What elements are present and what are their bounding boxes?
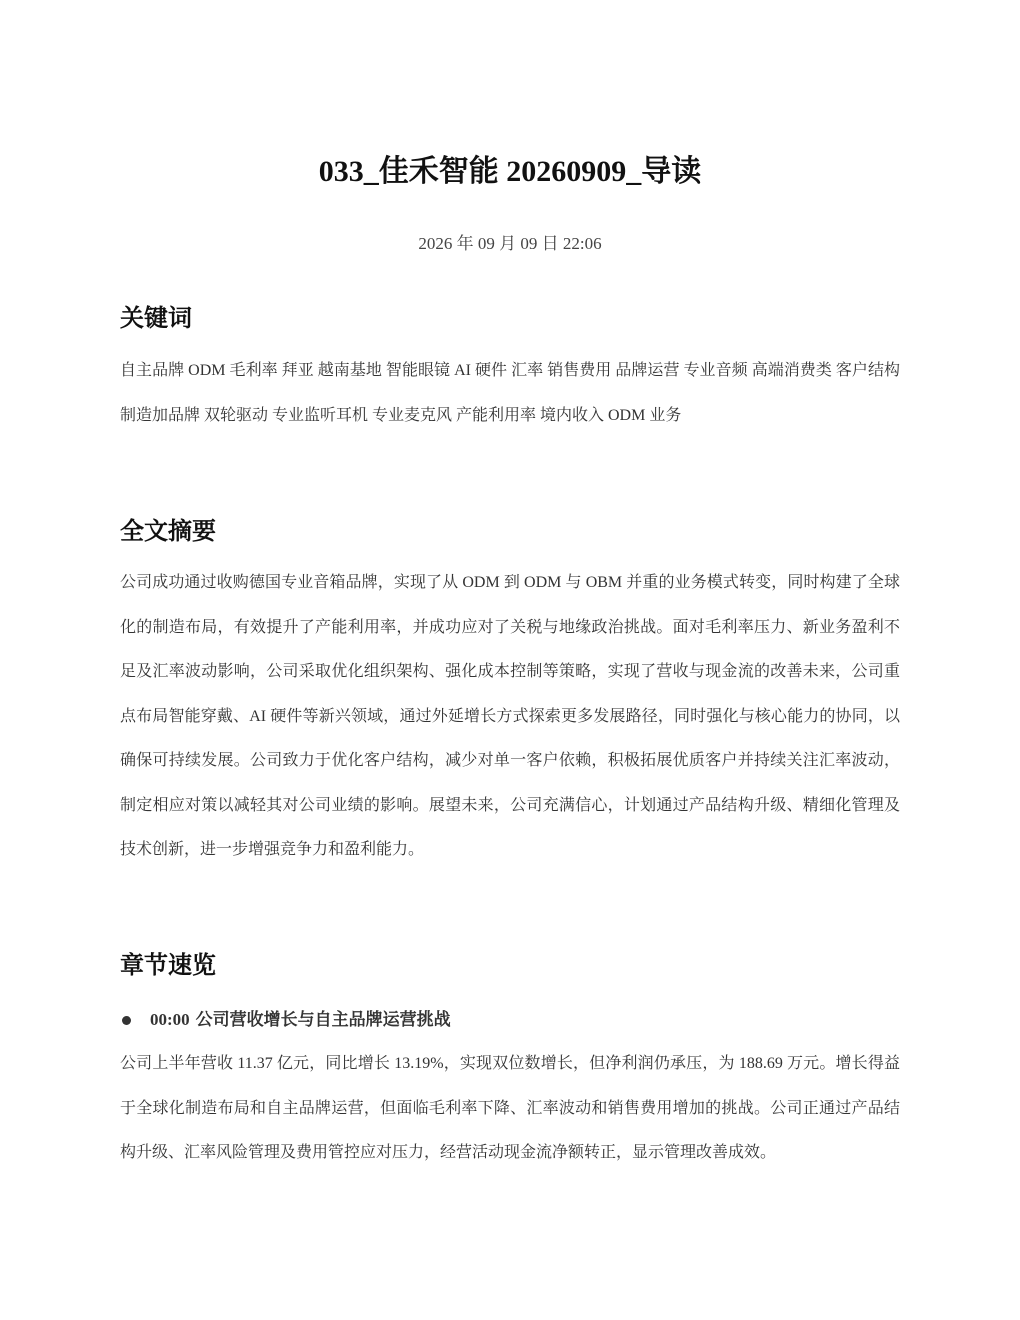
chapter-title-text: 公司营收增长与自主品牌运营挑战 [195, 1010, 451, 1030]
bullet-icon [122, 1016, 131, 1025]
chapter-title [150, 1004, 451, 1036]
keywords-text: 自主品牌 ODM 毛利率 拜亚 越南基地 智能眼镜 AI 硬件 汇率 销售费用 品牌运营 专业音频 高端消费类 客户结构 制造加品牌 双轮驱动 专业监听耳机 专业麦克风 产能利用率 境内收入 ODM 业务 [120, 362, 900, 424]
summary-heading: 全文摘要 [120, 517, 216, 545]
chapter-timestamp: 00:00 [150, 1010, 190, 1029]
keywords-heading: 关键词 [120, 304, 192, 332]
chapters-heading: 章节速览 [120, 951, 216, 979]
document-title: 033_佳禾智能 20260909_导读 [318, 155, 702, 188]
chapter-item [120, 1004, 900, 1036]
summary-text: 公司成功通过收购德国专业音箱品牌，实现了从 ODM 到 ODM 与 OBM 并重的业务模式转变，同时构建了全球化的制造布局，有效提升了产能利用率，并成功应对了关税与地缘政治挑战。面对毛利率压力、新业务盈利不足及汇率波动影响，公司采取优化组织架构、强化成本控制等策略，实现了营收与现金流的改善未来，公司重点布局智能穿戴、AI 硬件等新兴领域，通过外延增长方式探索更多发展路径，同时强化与核心能力的协同，以确保可持续发展。公司致力于优化客户结构，减少对单一客户依赖，积极拓展优质客户并持续关注汇率波动，制定相应对策以减轻其对公司业绩的影响。展望未来，公司充满信心，计划通过产品结构升级、精细化管理及技术创新，进一步增强竞争力和盈利能力。 [120, 574, 900, 858]
document-date: 2026 年 09 月 09 日 22:06 [418, 234, 602, 253]
chapter-text: 公司上半年营收 11.37 亿元，同比增长 13.19%，实现双位数增长，但净利润仍承压，为 188.69 万元。增长得益于全球化制造布局和自主品牌运营，但面临毛利率下降、汇率波动和销售费用增加的挑战。公司正通过产品结构升级、汇率风险管理及费用管控应对压力，经营活动现金流净额转正，显示管理改善成效。 [120, 1055, 900, 1161]
